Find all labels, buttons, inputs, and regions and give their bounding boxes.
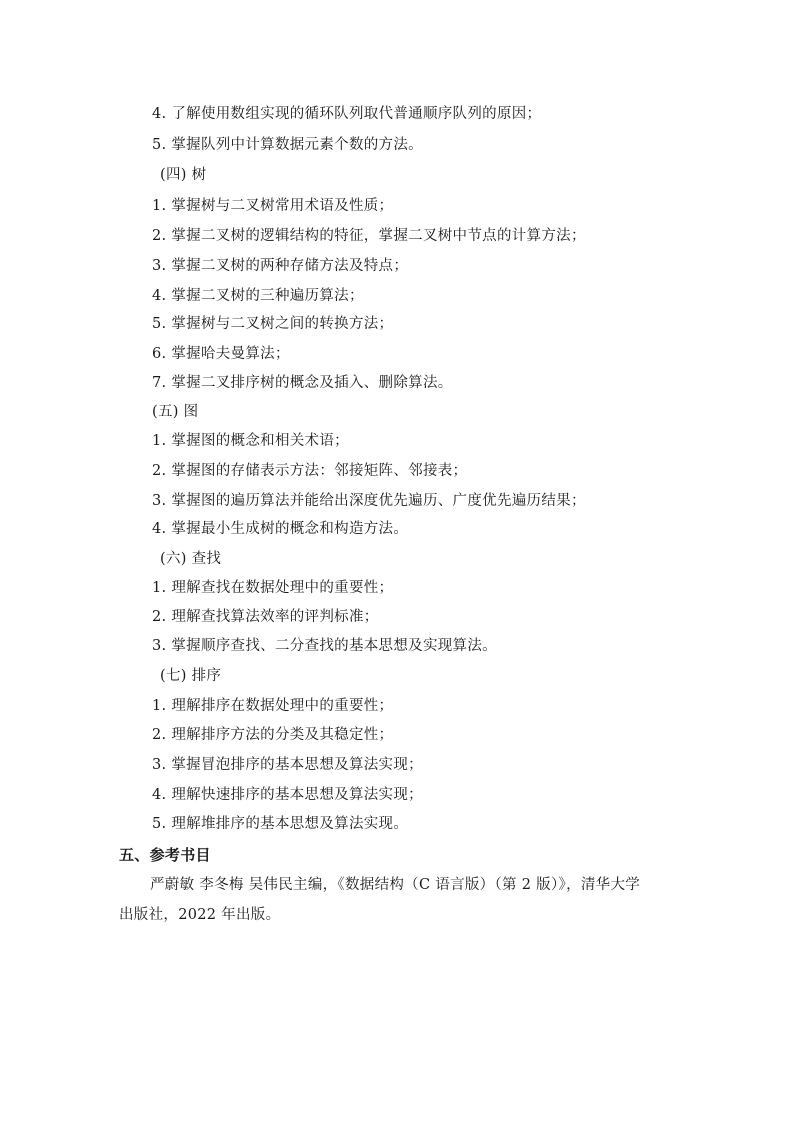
tree-item-5: 5. 掌握树与二叉树之间的转换方法； <box>152 316 394 332</box>
queue-item-4: 4. 了解使用数组实现的循环队列取代普通顺序队列的原因； <box>152 106 542 122</box>
queue-item-5: 5. 掌握队列中计算数据元素个数的方法。 <box>152 137 423 153</box>
tree-item-1: 1. 掌握树与二叉树常用术语及性质； <box>152 198 394 214</box>
tree-heading: (四) 树 <box>160 167 207 183</box>
search-item-1: 1. 理解查找在数据处理中的重要性； <box>152 580 394 596</box>
references-heading: 五、参考书目 <box>119 846 211 864</box>
tree-item-7: 7. 掌握二叉排序树的概念及插入、删除算法。 <box>152 375 453 391</box>
search-heading: (六) 查找 <box>160 551 222 567</box>
tree-item-4: 4. 掌握二叉树的三种遍历算法； <box>152 288 364 304</box>
graph-item-4: 4. 掌握最小生成树的概念和构造方法。 <box>152 521 409 537</box>
reference-line-1: 严蔚敏 李冬梅 吴伟民主编，《数据结构（C 语言版）（第 2 版）》，清华大学 <box>150 877 641 893</box>
tree-item-6: 6. 掌握哈夫曼算法； <box>152 346 290 362</box>
tree-item-3: 3. 掌握二叉树的两种存储方法及特点； <box>152 258 409 274</box>
sort-item-4: 4. 理解快速排序的基本思想及算法实现； <box>152 787 423 803</box>
tree-item-2: 2. 掌握二叉树的逻辑结构的特征，掌握二叉树中节点的计算方法； <box>152 228 586 244</box>
graph-item-3: 3. 掌握图的遍历算法并能给出深度优先遍历、广度优先遍历结果； <box>152 493 586 509</box>
search-item-2: 2. 理解查找算法效率的评判标准； <box>152 609 379 625</box>
sort-item-1: 1. 理解排序在数据处理中的重要性； <box>152 698 394 714</box>
reference-line-2: 出版社，2022 年出版。 <box>119 907 281 923</box>
search-item-3: 3. 掌握顺序查找、二分查找的基本思想及实现算法。 <box>152 638 497 654</box>
sort-item-2: 2. 理解排序方法的分类及其稳定性； <box>152 727 394 743</box>
sort-item-3: 3. 掌握冒泡排序的基本思想及算法实现； <box>152 757 423 773</box>
graph-heading: (五) 图 <box>152 404 199 420</box>
sort-item-5: 5. 理解堆排序的基本思想及算法实现。 <box>152 816 409 832</box>
graph-item-2: 2. 掌握图的存储表示方法：邻接矩阵、邻接表； <box>152 463 468 479</box>
graph-item-1: 1. 掌握图的概念和相关术语； <box>152 433 349 449</box>
sort-heading: (七) 排序 <box>160 668 222 684</box>
